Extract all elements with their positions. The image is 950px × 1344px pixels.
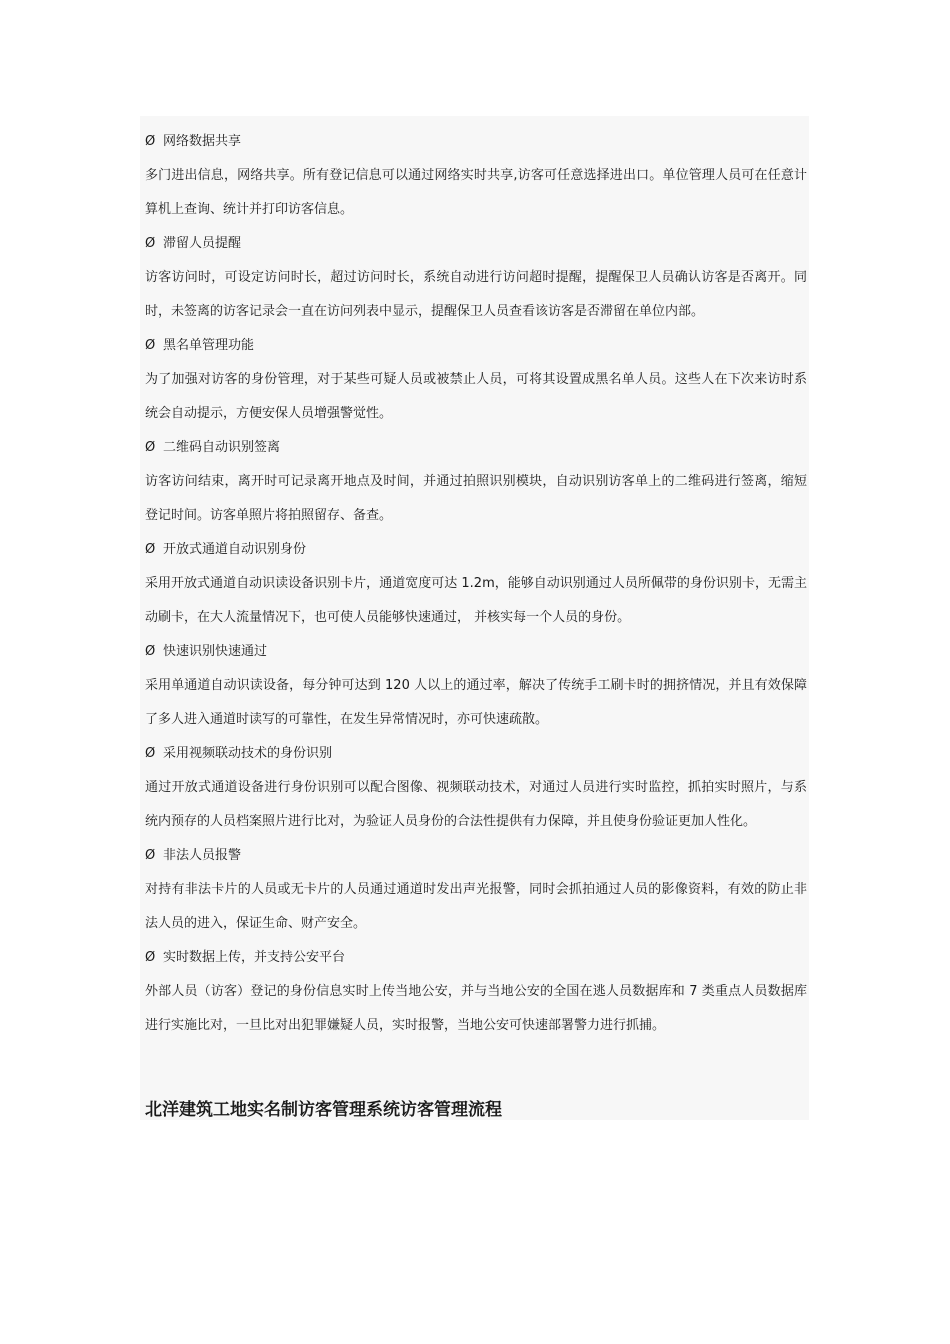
bullet-icon: Ø [145,950,156,965]
feature-body: 多门进出信息，网络共享。所有登记信息可以通过网络实时共享,访客可任意选择进出口。单位管理人员可在任意计算机上查询、统计并打印访客信息。 [145,168,807,217]
document-content-panel [140,116,809,1120]
feature-heading [145,737,807,771]
bullet-icon: Ø [145,644,156,659]
bullet-icon: Ø [145,338,156,353]
bullet-icon: Ø [145,134,156,149]
feature-heading [145,125,807,159]
feature-body: 通过开放式通道设备进行身份识别可以配合图像、视频联动技术，对通过人员进行实时监控，抓拍实时照片，与系统内预存的人员档案照片进行比对，为验证人员身份的合法性提供有力保障，并且使身份验证更加人性化。 [145,780,807,829]
feature-list [145,125,807,1043]
feature-heading-text: 实时数据上传，并支持公安平台 [163,950,346,965]
feature-heading [145,533,807,567]
feature-body: 对持有非法卡片的人员或无卡片的人员通过通道时发出声光报警，同时会抓拍通过人员的影像资料，有效的防止非法人员的进入，保证生命、财产安全。 [145,882,807,931]
feature-heading [145,941,807,975]
feature-heading [145,329,807,363]
feature-heading-text: 二维码自动识别签离 [163,440,281,455]
feature-heading [145,839,807,873]
feature-heading-text: 非法人员报警 [163,848,242,863]
feature-body: 访客访问结束，离开时可记录离开地点及时间，并通过拍照识别模块，自动识别访客单上的二维码进行签离，缩短登记时间。访客单照片将拍照留存、备查。 [145,474,807,523]
feature-body: 采用开放式通道自动识读设备识别卡片，通道宽度可达 1.2m，能够自动识别通过人员所佩带的身份识别卡，无需主动刷卡，在大人流量情况下，也可使人员能够快速通过， 并核实每一个人员的身份。 [145,576,807,625]
feature-heading-text: 网络数据共享 [163,134,242,149]
feature-heading-text: 采用视频联动技术的身份识别 [163,746,333,761]
feature-heading-text: 滞留人员提醒 [163,236,242,251]
section-title: 北洋建筑工地实名制访客管理系统访客管理流程 [145,1100,502,1120]
feature-body: 外部人员（访客）登记的身份信息实时上传当地公安，并与当地公安的全国在逃人员数据库和 7 类重点人员数据库进行实施比对，一旦比对出犯罪嫌疑人员，实时报警，当地公安可快速部署警力进行抓捕。 [145,984,807,1033]
feature-body: 采用单通道自动识读设备，每分钟可达到 120 人以上的通过率，解决了传统手工刷卡时的拥挤情况，并且有效保障了多人进入通道时读写的可靠性，在发生异常情况时，亦可快速疏散。 [145,678,807,727]
feature-body: 访客访问时，可设定访问时长，超过访问时长，系统自动进行访问超时提醒，提醒保卫人员确认访客是否离开。同时，未签离的访客记录会一直在访问列表中显示，提醒保卫人员查看该访客是否滞留在单位内部。 [145,270,807,319]
feature-heading [145,431,807,465]
feature-heading-text: 快速识别快速通过 [163,644,268,659]
bullet-icon: Ø [145,746,156,761]
bullet-icon: Ø [145,848,156,863]
feature-heading-text: 开放式通道自动识别身份 [163,542,307,557]
feature-heading [145,227,807,261]
bullet-icon: Ø [145,542,156,557]
feature-heading-text: 黑名单管理功能 [163,338,255,353]
bullet-icon: Ø [145,440,156,455]
feature-heading [145,635,807,669]
feature-body: 为了加强对访客的身份管理，对于某些可疑人员或被禁止人员，可将其设置成黑名单人员。这些人在下次来访时系统会自动提示，方便安保人员增强警觉性。 [145,372,807,421]
bullet-icon: Ø [145,236,156,251]
